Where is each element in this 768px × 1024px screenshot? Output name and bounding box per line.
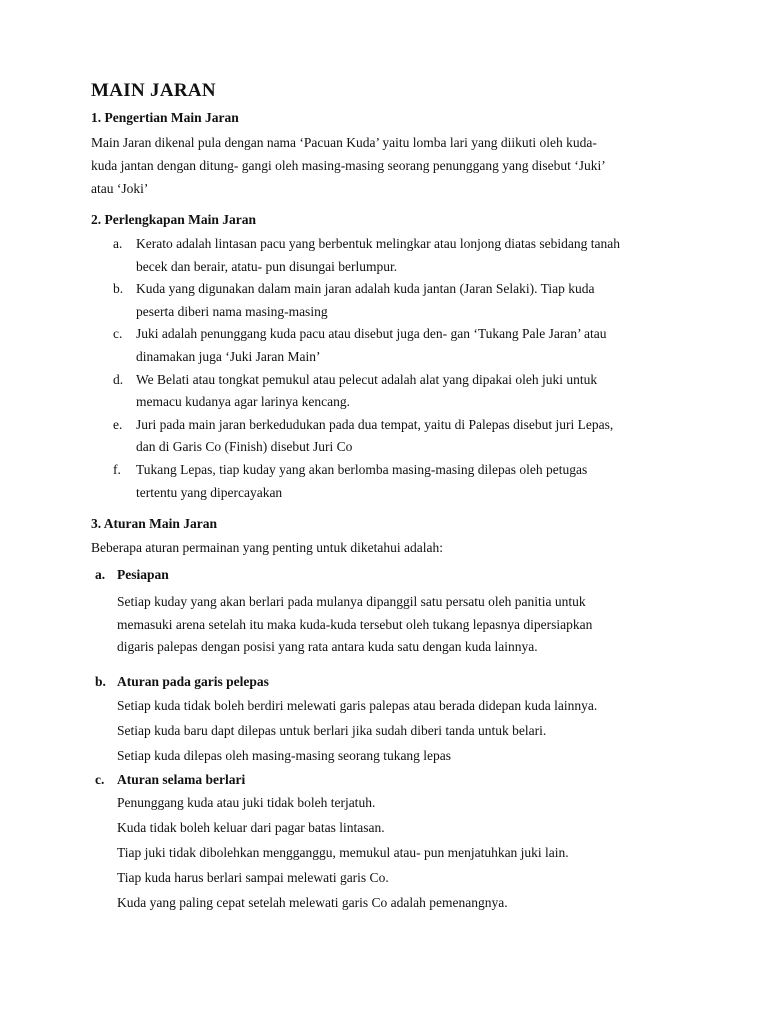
list-item-line: Tukang Lepas, tiap kuday yang akan berlomba masing-masing dilepas oleh petugas: [136, 461, 588, 477]
list-marker: f.: [113, 461, 121, 477]
subsection-line: Penunggang kuda atau juki tidak boleh terjatuh.: [117, 794, 376, 810]
paragraph-line: atau ‘Joki’: [91, 181, 149, 196]
subsection-line: Tiap juki tidak dibolehkan mengganggu, memukul atau- pun menjatuhkan juki lain.: [117, 844, 569, 860]
list-item-line: Juki adalah penunggang kuda pacu atau disebut juga den- gan ‘Tukang Pale Jaran’ atau: [136, 326, 607, 342]
list-item: [91, 323, 691, 368]
subsection-persiapan: [91, 567, 691, 659]
subsection-heading: Aturan pada garis pelepas: [117, 673, 269, 689]
list-item-line: dinamakan juga ‘Juki Jaran Main’: [136, 348, 321, 364]
subsection-marker: a.: [95, 567, 106, 583]
section-aturan: [91, 515, 691, 915]
list-item-line: dan di Garis Co (Finish) disebut Juri Co: [136, 439, 353, 455]
list-item-line: We Belati atau tongkat pemukul atau pelecut adalah alat yang dipakai oleh juki untuk: [136, 371, 598, 387]
document-title: MAIN JARAN: [91, 80, 216, 101]
paragraph-line: kuda jantan dengan ditung- gangi oleh masing-masing seorang penunggang yang disebut ‘Juki’: [91, 158, 606, 173]
list-item: [91, 369, 691, 414]
list-item: [91, 414, 691, 459]
paragraph-line: Main Jaran dikenal pula dengan nama ‘Pacuan Kuda’ yaitu lomba lari yang diikuti oleh kuda-: [91, 135, 597, 150]
list-item-line: Kuda yang digunakan dalam main jaran adalah kuda jantan (Jaran Selaki). Tiap kuda: [136, 281, 595, 297]
subsection-marker: c.: [95, 771, 105, 787]
subsection-line: Kuda yang paling cepat setelah melewati garis Co adalah pemenangnya.: [117, 895, 508, 911]
section-intro: Beberapa aturan permainan yang penting untuk diketahui adalah:: [91, 540, 443, 556]
section-heading: 1. Pengertian Main Jaran: [91, 110, 239, 125]
subsection-heading: Pesiapan: [117, 567, 169, 583]
document-page: [91, 80, 691, 916]
list-item-line: memacu kudanya agar larinya kencang.: [136, 394, 351, 410]
subsection-line: digaris palepas dengan posisi yang rata antara kuda satu dengan kuda lainnya.: [117, 639, 538, 655]
subsection-line: Tiap kuda harus berlari sampai melewati garis Co.: [117, 870, 389, 886]
list-item-line: Juri pada main jaran berkedudukan pada dua tempat, yaitu di Palepas disebut juri Lepas,: [136, 416, 614, 432]
list-marker: a.: [113, 236, 123, 251]
list-item: [91, 278, 691, 323]
subsection-line: Setiap kuda baru dapt dilepas untuk berlari jika sudah diberi tanda untuk belari.: [117, 723, 547, 739]
section-perlengkapan: [91, 211, 691, 504]
subsection-heading: Aturan selama berlari: [117, 771, 246, 787]
subsection-marker: b.: [95, 673, 106, 689]
list-item: [91, 233, 691, 278]
subsection-selama-berlari: [91, 772, 691, 916]
subsection-line: Setiap kuday yang akan berlari pada mulanya dipanggil satu persatu oleh panitia untuk: [117, 594, 586, 610]
section-paragraph: [91, 131, 691, 200]
section-heading: 2. Perlengkapan Main Jaran: [91, 212, 257, 227]
subsection-line: Setiap kuda tidak boleh berdiri melewati garis palepas atau berada didepan kuda lainnya.: [117, 697, 598, 713]
equipment-list: [91, 233, 691, 504]
subsection-garis-pelepas: [91, 674, 691, 769]
section-heading: 3. Aturan Main Jaran: [91, 516, 218, 532]
list-marker: b.: [113, 281, 124, 297]
subsection-line: Kuda tidak boleh keluar dari pagar batas lintasan.: [117, 819, 385, 835]
list-item: [91, 459, 691, 504]
subsection-line: memasuki arena setelah itu maka kuda-kuda tersebut oleh tukang lepasnya dipersiapkan: [117, 616, 593, 632]
section-pengertian: [91, 109, 691, 200]
list-item-line: Kerato adalah lintasan pacu yang berbentuk melingkar atau lonjong diatas sebidang tanah: [136, 236, 620, 251]
list-item-line: tertentu yang dipercayakan: [136, 484, 283, 500]
list-item-line: peserta diberi nama masing-masing: [136, 303, 328, 319]
list-item-line: becek dan berair, atatu- pun disungai berlumpur.: [136, 258, 398, 274]
list-marker: e.: [113, 416, 123, 432]
list-marker: d.: [113, 371, 124, 387]
subsection-line: Setiap kuda dilepas oleh masing-masing seorang tukang lepas: [117, 748, 452, 764]
list-marker: c.: [113, 326, 123, 342]
